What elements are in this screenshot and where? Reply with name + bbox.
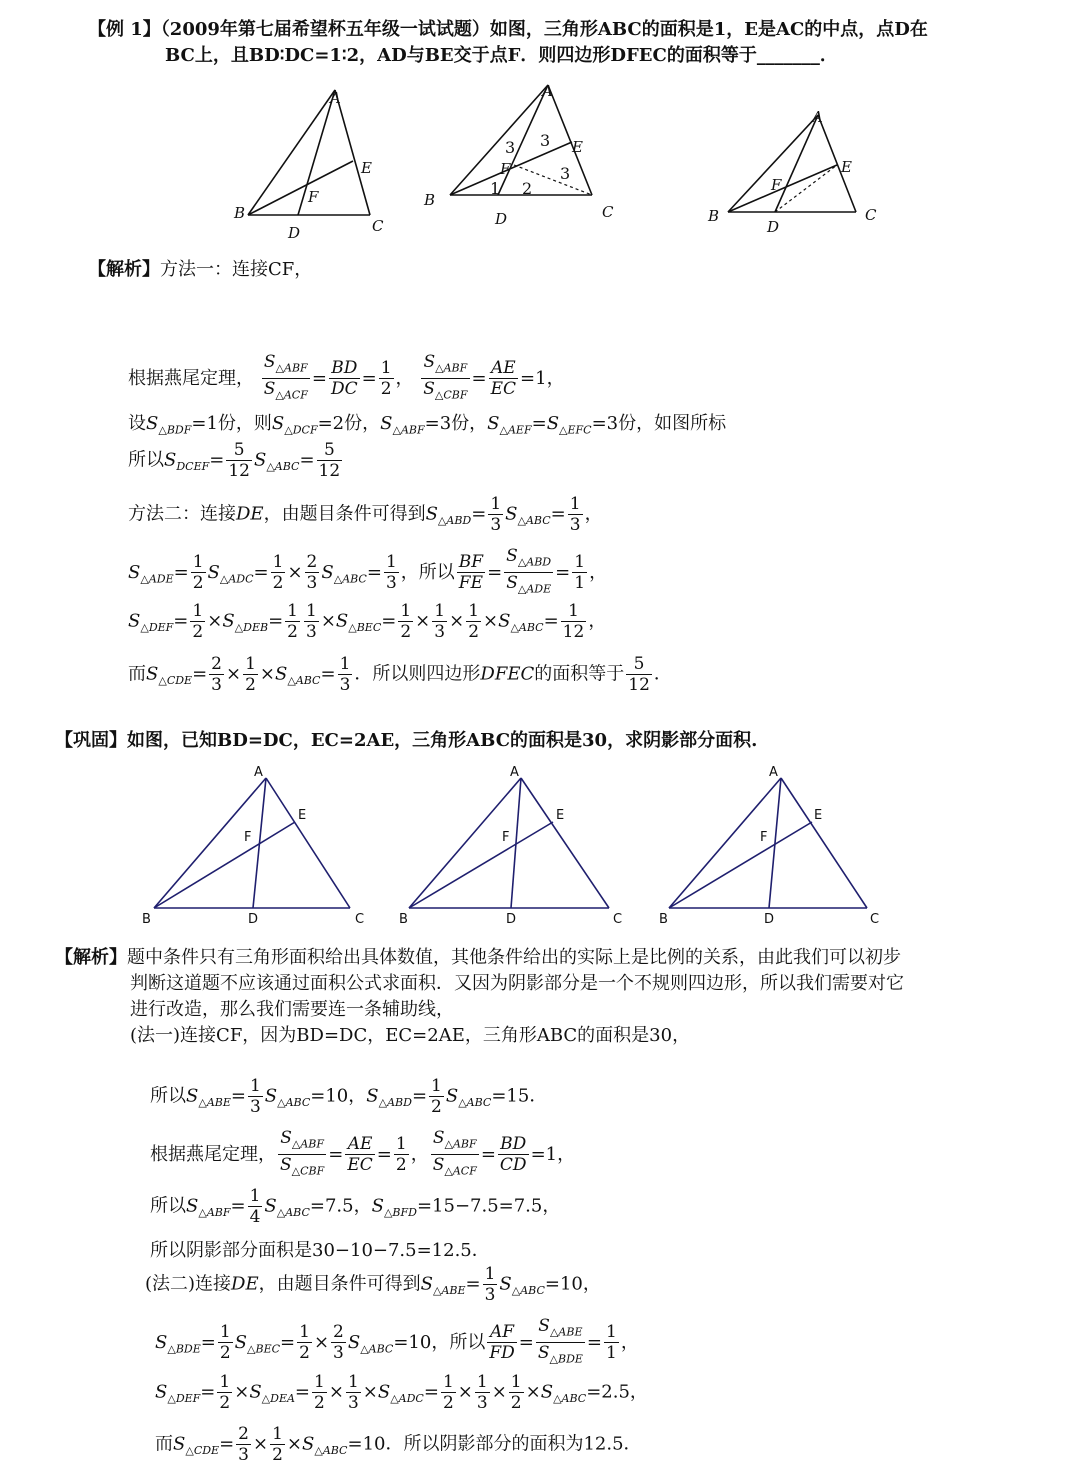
svg-text:3: 3 bbox=[560, 164, 571, 183]
example1-line1 bbox=[88, 18, 928, 42]
solution1-so-line: 所以$S_{DCEF}=$ $\frac{5}{12}$ $S_{\triangle ABC}=$ $\frac{5}{12}$ bbox=[128, 440, 341, 481]
solution2-p4: (法一)连接CF，因为BD=DC，EC=2AE，三角形ABC的面积是30， bbox=[130, 1025, 691, 1046]
svg-text:1: 1 bbox=[490, 179, 501, 198]
svg-text:B: B bbox=[142, 912, 151, 927]
svg-text:F: F bbox=[308, 188, 319, 206]
solution1-tag: 【解析】 bbox=[88, 259, 160, 280]
solution2-p1-text: 题中条件只有三角形面积给出具体数值，其他条件给出的实际上是比例的关系，由此我们可以初步 bbox=[127, 947, 901, 968]
consolidate-line bbox=[55, 729, 757, 753]
svg-text:3: 3 bbox=[540, 131, 551, 150]
solution2-l4: 所以阴影部分面积是30−10−7.5=12.5． bbox=[150, 1240, 490, 1261]
svg-text:C: C bbox=[865, 206, 877, 224]
svg-text:C: C bbox=[870, 912, 880, 927]
svg-text:C: C bbox=[602, 203, 614, 221]
svg-text:B: B bbox=[399, 912, 408, 927]
solution2-l3: 所以$S_{\triangle ABF}=$ $\frac{1}{4}$ $S_{\triangle ABC}=7.5$，$S_{\triangle BFD}=15-7.5=7.5$， bbox=[150, 1186, 561, 1227]
solution1-set-line: 设$S_{\triangle BDF}=1$份，则$S_{\triangle DCF}=2$份，$S_{\triangle ABF}=3$份，$S_{\triangle AEF}=S_{\triangle EFC}=3$份，如图所标 bbox=[128, 413, 727, 437]
solution2-p2: 判断这道题不应该通过面积公式求面积．又因为阴影部分是一个不规则四边形，所以我们需要对它 bbox=[130, 973, 904, 994]
solution1-cde-line: 而$S_{\triangle CDE}=$ $\frac{2}{3}$ × $\frac{1}{2}$ $\times S_{\triangle ABC}=$ $\frac{1}{3}$ ．所以则四边形DFEC的面积等于 $\frac{5}{12}$ ． bbox=[128, 654, 672, 695]
solution1-yanwei-line: 根据燕尾定理， $\frac{S_{\triangle ABF}}{S_{\triangle ACF}}$ = $\frac{BD}{DC}$ = $\frac{1}{2}$ ， $\frac{S_{\triangle ABF}}{S_{\triangle CBF}}$ = $\frac{AE}{EC}$ =1， bbox=[128, 352, 565, 402]
solution2-l8: 而$S_{\triangle CDE}=$ $\frac{2}{3}$ × $\frac{1}{2}$ $\times S_{\triangle ABC}=10$．所以阴影部分的面积为12.5． bbox=[155, 1424, 642, 1465]
example1-figure-1 bbox=[230, 85, 390, 245]
solution2-l1: 所以$S_{\triangle ABE}=$ $\frac{1}{3}$ $S_{\triangle ABC}=10$，$S_{\triangle ABD}=$ $\frac{1}{2}$ $S_{\triangle ABC}=15$． bbox=[150, 1076, 548, 1117]
svg-text:A: A bbox=[330, 89, 341, 107]
svg-text:D: D bbox=[248, 912, 259, 927]
svg-text:E: E bbox=[361, 159, 372, 177]
svg-text:E: E bbox=[814, 808, 823, 823]
svg-text:D: D bbox=[764, 912, 775, 927]
svg-text:F: F bbox=[500, 160, 511, 178]
consolidate-text: 如图，已知BD=DC，EC=2AE，三角形ABC的面积是30，求阴影部分面积. bbox=[127, 730, 758, 751]
solution1-def-line: $S_{\triangle DEF}=$ $\frac{1}{2}$ $\times S_{\triangle DEB}=$ $\frac{1}{2}$ $\frac{1}{3}$ $\times S_{\triangle BEC}=$ $\frac{1}{2}$ × $\frac{1}{3}$ × $\frac{1}{2}$ $\times S_{\triangle ABC}=$ $\frac{1}{12}$ ， bbox=[128, 601, 607, 642]
svg-text:D: D bbox=[288, 224, 301, 242]
svg-text:C: C bbox=[372, 217, 384, 235]
svg-text:E: E bbox=[298, 808, 307, 823]
svg-text:B: B bbox=[424, 191, 436, 209]
solution2-p3: 进行改造，那么我们需要连一条辅助线， bbox=[130, 999, 454, 1020]
svg-text:C: C bbox=[613, 912, 623, 927]
svg-text:F: F bbox=[771, 176, 782, 194]
example1-tag: 【例 1】 bbox=[88, 19, 161, 40]
svg-text:D: D bbox=[495, 210, 508, 228]
solution1-ade-line: $S_{\triangle ADE}=$ $\frac{1}{2}$ $S_{\triangle ADC}=$ $\frac{1}{2}$ × $\frac{2}{3}$ $S_{\triangle ABC}=$ $\frac{1}{3}$ ，所以 $\frac{BF}{FE}$ = $\frac{S_{\triangle ABD}}{S_{\triangle ADE}}$ = $\frac{1}{1}$ ， bbox=[128, 546, 608, 596]
svg-text:E: E bbox=[556, 808, 565, 823]
example1-text-1: （2009年第七届希望杯五年级一试试题）如图，三角形ABC的面积是1，E是AC的中点，点D在 bbox=[160, 19, 928, 40]
svg-text:E: E bbox=[841, 158, 852, 176]
solution2-l7: $S_{\triangle DEF}=$ $\frac{1}{2}$ $\times S_{\triangle DEA}=$ $\frac{1}{2}$ × $\frac{1}{3}$ $\times S_{\triangle ADC}=$ $\frac{1}{2}$ × $\frac{1}{3}$ × $\frac{1}{2}$ $\times S_{\triangle ABC}=2.5$， bbox=[155, 1372, 648, 1413]
solution2-p1 bbox=[55, 946, 901, 970]
consolidate-figure-3 bbox=[655, 760, 895, 935]
example1-figure-3 bbox=[700, 110, 880, 240]
consolidate-figure-1 bbox=[140, 760, 380, 935]
svg-text:A: A bbox=[510, 765, 519, 780]
solution2-tag: 【解析】 bbox=[55, 947, 127, 968]
svg-text:A: A bbox=[542, 82, 553, 100]
svg-text:B: B bbox=[659, 912, 668, 927]
svg-text:C: C bbox=[355, 912, 365, 927]
solution2-l6: $S_{\triangle BDE}=$ $\frac{1}{2}$ $S_{\triangle BEC}=$ $\frac{1}{2}$ × $\frac{2}{3}$ $S_{\triangle ABC}=10$，所以 $\frac{AF}{FD}$ = $\frac{S_{\triangle ABE}}{S_{\triangle BDE}}$ = $\frac{1}{1}$ ， bbox=[155, 1316, 639, 1366]
svg-text:F: F bbox=[502, 830, 510, 845]
solution1-method2-line: 方法二：连接DE，由题目条件可得到$S_{\triangle ABD}=$ $\frac{1}{3}$ $S_{\triangle ABC}=$ $\frac{1}{3}$ ， bbox=[128, 494, 603, 535]
svg-text:D: D bbox=[506, 912, 517, 927]
svg-text:B: B bbox=[708, 207, 720, 225]
solution2-l5: (法二)连接DE，由题目条件可得到$S_{\triangle ABE}=$ $\frac{1}{3}$ $S_{\triangle ABC}=10$， bbox=[145, 1264, 601, 1305]
svg-text:B: B bbox=[234, 204, 246, 222]
svg-text:2: 2 bbox=[522, 179, 533, 198]
solution1-method1-text: 方法一：连接CF， bbox=[160, 259, 313, 280]
consolidate-figure-2 bbox=[395, 760, 635, 935]
solution2-l2: 根据燕尾定理， $\frac{S_{\triangle ABF}}{S_{\triangle CBF}}$ = $\frac{AE}{EC}$ = $\frac{1}{2}$ ， $\frac{S_{\triangle ABF}}{S_{\triangle ACF}}$ = $\frac{BD}{CD}$ =1， bbox=[150, 1128, 576, 1178]
yanwei-label: 根据燕尾定理， bbox=[128, 367, 254, 389]
svg-text:A: A bbox=[254, 765, 263, 780]
svg-text:D: D bbox=[767, 218, 780, 236]
svg-text:A: A bbox=[812, 108, 823, 126]
svg-text:F: F bbox=[244, 830, 252, 845]
svg-text:3: 3 bbox=[505, 138, 516, 157]
solution1-method1 bbox=[88, 258, 312, 282]
svg-text:A: A bbox=[769, 765, 778, 780]
consolidate-tag: 【巩固】 bbox=[55, 730, 127, 751]
example1-line2: BC上，且BD∶DC=1∶2，AD与BE交于点F．则四边形DFEC的面积等于_______． bbox=[165, 45, 838, 66]
svg-text:F: F bbox=[760, 830, 768, 845]
svg-text:E: E bbox=[572, 138, 583, 156]
example1-figure-2 bbox=[420, 80, 620, 230]
